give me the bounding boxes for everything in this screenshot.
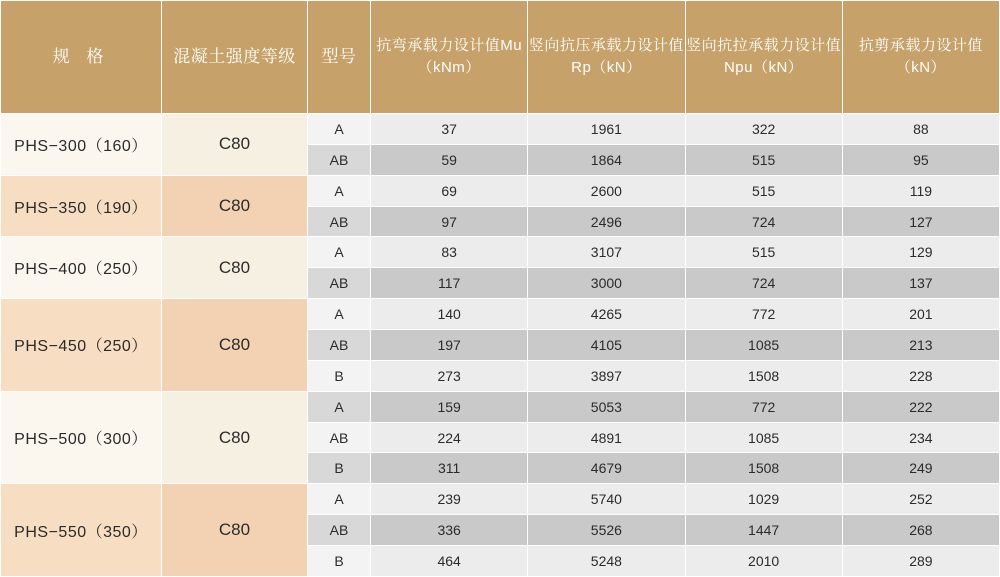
model-label: A bbox=[308, 484, 371, 515]
value-bending: 159 bbox=[371, 391, 528, 422]
value-tension: 772 bbox=[685, 299, 842, 330]
model-label: A bbox=[308, 114, 371, 145]
value-shear: 119 bbox=[842, 175, 999, 206]
table-row bbox=[1, 237, 1000, 268]
model-label: B bbox=[308, 453, 371, 484]
value-tension: 515 bbox=[685, 175, 842, 206]
column-header-concrete-grade: 混凝土强度等级 bbox=[162, 1, 308, 114]
model-label: AB bbox=[308, 206, 371, 237]
value-bending: 69 bbox=[371, 175, 528, 206]
model-label: B bbox=[308, 546, 371, 577]
value-tension: 724 bbox=[685, 206, 842, 237]
value-tension: 1508 bbox=[685, 360, 842, 391]
value-shear: 234 bbox=[842, 422, 999, 453]
value-shear: 228 bbox=[842, 360, 999, 391]
value-bending: 239 bbox=[371, 484, 528, 515]
value-compression: 5248 bbox=[528, 546, 685, 577]
value-bending: 197 bbox=[371, 330, 528, 361]
value-shear: 249 bbox=[842, 453, 999, 484]
value-tension: 724 bbox=[685, 268, 842, 299]
model-label: AB bbox=[308, 330, 371, 361]
value-compression: 2496 bbox=[528, 206, 685, 237]
value-tension: 1085 bbox=[685, 422, 842, 453]
value-bending: 83 bbox=[371, 237, 528, 268]
table-row bbox=[1, 391, 1000, 422]
value-bending: 117 bbox=[371, 268, 528, 299]
value-shear: 268 bbox=[842, 515, 999, 546]
grade-label: C80 bbox=[162, 299, 308, 392]
model-label: A bbox=[308, 175, 371, 206]
value-compression: 5526 bbox=[528, 515, 685, 546]
model-label: AB bbox=[308, 515, 371, 546]
model-label: A bbox=[308, 391, 371, 422]
spec-label: PHS−450（250） bbox=[1, 299, 162, 392]
value-tension: 515 bbox=[685, 237, 842, 268]
value-tension: 2010 bbox=[685, 546, 842, 577]
spec-label: PHS−400（250） bbox=[1, 237, 162, 299]
value-tension: 1447 bbox=[685, 515, 842, 546]
table-row bbox=[1, 114, 1000, 145]
column-header-compression-capacity: 竖向抗压承载力设计值Rp（kN） bbox=[528, 1, 685, 114]
value-bending: 464 bbox=[371, 546, 528, 577]
value-tension: 1029 bbox=[685, 484, 842, 515]
value-bending: 273 bbox=[371, 360, 528, 391]
value-shear: 289 bbox=[842, 546, 999, 577]
model-label: AB bbox=[308, 422, 371, 453]
spec-label: PHS−550（350） bbox=[1, 484, 162, 577]
grade-label: C80 bbox=[162, 175, 308, 237]
value-compression: 5053 bbox=[528, 391, 685, 422]
value-bending: 37 bbox=[371, 114, 528, 145]
value-compression: 4679 bbox=[528, 453, 685, 484]
column-header-bending-capacity: 抗弯承载力设计值Mu（kNm） bbox=[371, 1, 528, 114]
table-row bbox=[1, 175, 1000, 206]
table-row bbox=[1, 299, 1000, 330]
value-shear: 129 bbox=[842, 237, 999, 268]
column-header-shear-capacity: 抗剪承载力设计值（kN） bbox=[842, 1, 999, 114]
value-compression: 4105 bbox=[528, 330, 685, 361]
value-compression: 3107 bbox=[528, 237, 685, 268]
value-shear: 127 bbox=[842, 206, 999, 237]
value-compression: 3000 bbox=[528, 268, 685, 299]
table-header-row bbox=[1, 1, 1000, 114]
value-shear: 88 bbox=[842, 114, 999, 145]
value-compression: 1961 bbox=[528, 114, 685, 145]
spec-label: PHS−350（190） bbox=[1, 175, 162, 237]
value-shear: 252 bbox=[842, 484, 999, 515]
value-bending: 336 bbox=[371, 515, 528, 546]
value-tension: 322 bbox=[685, 114, 842, 145]
model-label: A bbox=[308, 299, 371, 330]
table-body bbox=[1, 114, 1000, 577]
value-bending: 97 bbox=[371, 206, 528, 237]
value-compression: 3897 bbox=[528, 360, 685, 391]
column-header-tension-capacity: 竖向抗拉承载力设计值Npu（kN） bbox=[685, 1, 842, 114]
model-label: AB bbox=[308, 268, 371, 299]
value-compression: 4265 bbox=[528, 299, 685, 330]
value-bending: 311 bbox=[371, 453, 528, 484]
table-row bbox=[1, 484, 1000, 515]
grade-label: C80 bbox=[162, 484, 308, 577]
value-shear: 213 bbox=[842, 330, 999, 361]
value-tension: 1508 bbox=[685, 453, 842, 484]
grade-label: C80 bbox=[162, 391, 308, 484]
value-shear: 201 bbox=[842, 299, 999, 330]
value-bending: 140 bbox=[371, 299, 528, 330]
value-tension: 772 bbox=[685, 391, 842, 422]
value-compression: 1864 bbox=[528, 144, 685, 175]
value-shear: 95 bbox=[842, 144, 999, 175]
value-bending: 59 bbox=[371, 144, 528, 175]
table-header bbox=[1, 1, 1000, 114]
value-compression: 4891 bbox=[528, 422, 685, 453]
grade-label: C80 bbox=[162, 237, 308, 299]
model-label: A bbox=[308, 237, 371, 268]
model-label: B bbox=[308, 360, 371, 391]
value-shear: 137 bbox=[842, 268, 999, 299]
model-label: AB bbox=[308, 144, 371, 175]
value-tension: 1085 bbox=[685, 330, 842, 361]
value-tension: 515 bbox=[685, 144, 842, 175]
value-bending: 224 bbox=[371, 422, 528, 453]
value-compression: 5740 bbox=[528, 484, 685, 515]
value-compression: 2600 bbox=[528, 175, 685, 206]
value-shear: 222 bbox=[842, 391, 999, 422]
spec-label: PHS−300（160） bbox=[1, 114, 162, 176]
column-header-model: 型号 bbox=[308, 1, 371, 114]
column-header-spec: 规 格 bbox=[1, 1, 162, 114]
spec-label: PHS−500（300） bbox=[1, 391, 162, 484]
grade-label: C80 bbox=[162, 114, 308, 176]
